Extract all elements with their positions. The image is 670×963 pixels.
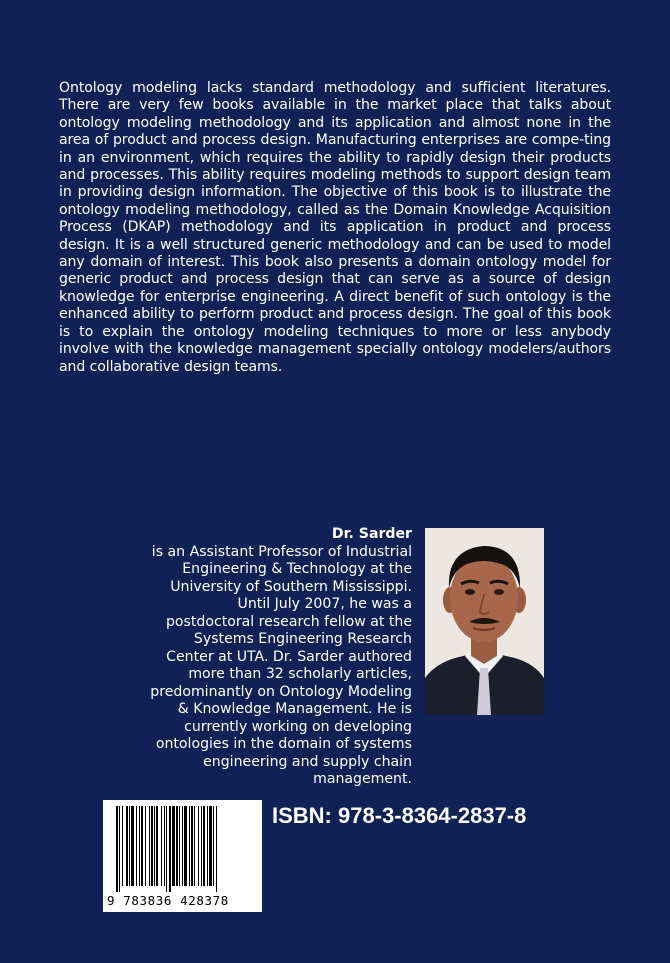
barcode-bar <box>213 806 214 886</box>
author-bio-block <box>150 526 412 789</box>
barcode-bar <box>119 806 120 892</box>
author-bio-text: is an Assistant Professor of Industrial Engineering & Technology at the University of Southern Mississippi. Until July 2007, he was a postdoctoral research fellow at the Systems Engineering Research Center at UTA. Dr. Sarder authored more than 32 scholarly articles, predominantly on Ontology Modeling & Knowledge Management. He is currently working on developing ontologies in the domain of systems engineering and supply chain management. <box>150 543 412 787</box>
author-photo <box>425 528 544 715</box>
barcode-bar <box>164 806 165 886</box>
barcode-bar <box>176 806 178 886</box>
barcode-bar <box>139 806 140 886</box>
barcode-bar <box>126 806 128 886</box>
barcode-bar <box>172 806 175 886</box>
barcode-digits: 9 783836 428378 <box>107 893 229 908</box>
isbn-label: ISBN: 978-3-8364-2837-8 <box>272 803 527 828</box>
barcode-bar <box>141 806 143 886</box>
barcode-bar <box>156 806 158 886</box>
barcode-bar <box>149 806 150 886</box>
barcode-bar <box>116 806 118 892</box>
barcode-bars <box>116 806 252 892</box>
barcode-bar <box>209 806 212 886</box>
barcode-bar <box>122 806 123 886</box>
barcode-bar <box>136 806 137 886</box>
barcode-bar <box>131 806 134 886</box>
barcode-bar <box>201 806 202 886</box>
author-name: Dr. Sarder <box>331 526 412 542</box>
barcode-bar <box>151 806 153 886</box>
barcode-bar <box>145 806 146 886</box>
barcode-bar <box>191 806 193 886</box>
barcode-bar <box>169 806 171 892</box>
barcode-bar <box>182 806 183 886</box>
barcode-bar <box>216 806 217 892</box>
barcode-bar <box>194 806 195 886</box>
barcode-bar <box>179 806 180 886</box>
barcode-bar <box>161 806 162 886</box>
barcode-bar <box>166 806 167 892</box>
barcode-bar <box>203 806 205 886</box>
barcode-bar <box>198 806 199 886</box>
barcode-bar <box>207 806 208 886</box>
barcode-bar <box>154 806 155 886</box>
isbn-barcode <box>103 800 262 912</box>
author-portrait-image <box>425 528 544 715</box>
book-description: Ontology modeling lacks standard methodology and sufficient literatures. There are very few books available in the market place that talks about ontology modeling methodology and its application and almost none in the area of product and process design. Manufacturing enterprises are compe-ting in an environment, which requires the ability to rapidly design their products and processes. This ability requires modeling methods to support design team in providing design information. The objective of this book is to illustrate the ontology modeling methodology, called as the Domain Knowledge Acquisition Process (DKAP) methodology and its application in product and process design. It is a well structured generic methodology and can be used to model any domain of interest. This book also presents a domain ontology model for generic product and process design that can serve as a source of design knowledge for enterprise engineering. A direct benefit of such ontology is the enhanced ability to perform product and process design. The goal of this book is to explain the ontology modeling techniques to more or less anybody involve with the knowledge management specially ontology modelers/authors and collaborative design teams. <box>59 80 611 375</box>
barcode-bar <box>184 806 187 886</box>
barcode-bar <box>189 806 190 886</box>
barcode-bar <box>129 806 130 886</box>
